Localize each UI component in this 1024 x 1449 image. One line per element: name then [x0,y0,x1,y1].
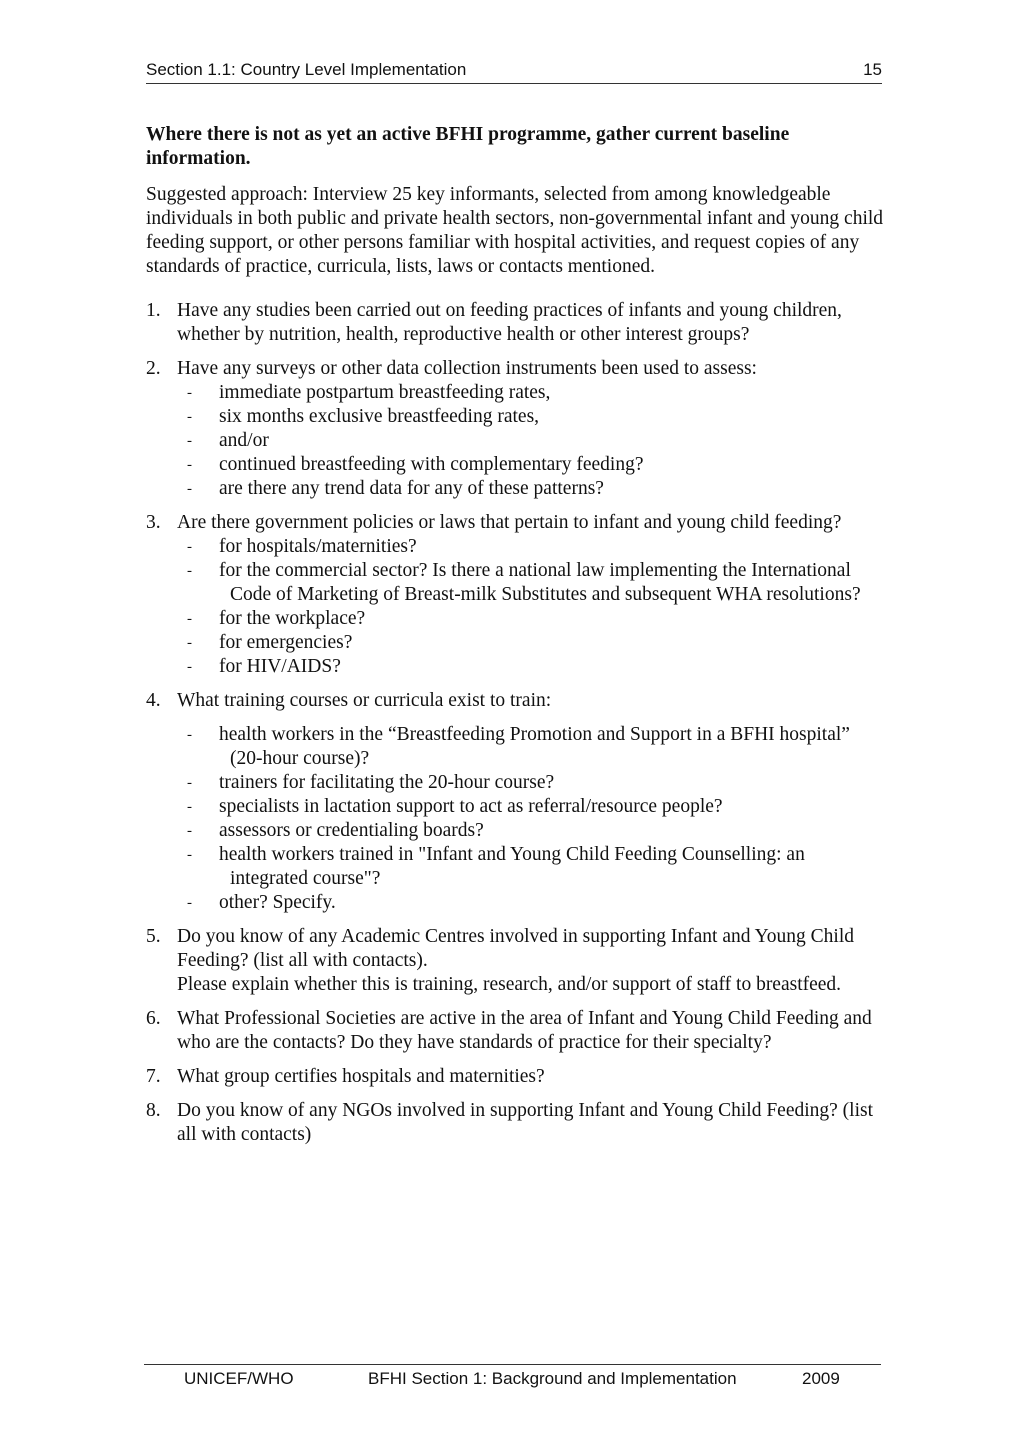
sub-item [177,453,886,477]
question-number: 5. [146,926,161,947]
sub-item-text: continued breastfeeding with complementary feeding? [219,454,644,475]
sub-item-text: specialists in lactation support to act as referral/resource people? [219,796,723,817]
dash-bullet: - [187,775,192,791]
sub-item-text: health workers in the “Breastfeeding Promotion and Support in a BFHI hospital” [219,724,850,745]
dash-bullet: - [187,847,192,863]
question-number: 2. [146,358,161,379]
question-text: What training courses or curricula exist to train: [177,690,552,711]
sub-item-continuation: integrated course"? [230,868,381,889]
intro-paragraph: Suggested approach: Interview 25 key informants, selected from among knowledgeable individuals in both public and private health sectors, non-governmental infant and young child feeding support, or other persons familiar with hospital activities, and request copies of any standards of practice, curricula, lists, laws or contacts mentioned. [146,184,884,277]
question-text: Are there government policies or laws that pertain to infant and young child feeding? [177,512,842,533]
sub-item [177,631,886,655]
question-number: 6. [146,1008,161,1029]
dash-bullet: - [187,635,192,651]
question-text: Have any studies been carried out on feeding practices of infants and young children, whether by nutrition, health, reproductive health or other interest groups? [177,300,842,345]
question-item [146,1065,886,1089]
sub-item [177,405,886,429]
sub-item-text: immediate postpartum breastfeeding rates, [219,382,551,403]
dash-bullet: - [187,659,192,675]
sub-item-continuation: Code of Marketing of Breast-milk Substitutes and subsequent WHA resolutions? [230,584,861,605]
sub-item [177,535,886,559]
running-header [146,60,882,84]
sub-item [177,843,886,891]
dash-bullet: - [187,895,192,911]
section-heading: Where there is not as yet an active BFHI programme, gather current baseline information. [146,124,790,169]
sub-item [177,381,886,405]
question-text: Do you know of any Academic Centres involved in supporting Infant and Young Child Feeding? (list all with contacts). [177,926,855,971]
sub-item [177,655,886,679]
question-number: 7. [146,1066,161,1087]
question-text: What Professional Societies are active in the area of Infant and Young Child Feeding and who are the contacts? Do they have standards of practice for their specialty? [177,1008,872,1053]
sub-list [177,723,886,915]
sub-item-text: for emergencies? [219,632,353,653]
question-text: What group certifies hospitals and maternities? [177,1066,545,1087]
sub-item [177,429,886,453]
sub-item [177,795,886,819]
sub-item [177,723,886,771]
sub-item-continuation: (20-hour course)? [230,748,370,769]
sub-item [177,771,886,795]
sub-item-text: six months exclusive breastfeeding rates, [219,406,540,427]
question-item [146,925,886,997]
sub-list [177,535,886,679]
footer-year: 2009 [802,1369,840,1388]
question-number: 3. [146,512,161,533]
question-number: 1. [146,300,161,321]
question-note: Please explain whether this is training, research, and/or support of staff to breastfeed. [177,974,842,995]
question-number: 8. [146,1100,161,1121]
footer-organization: UNICEF/WHO [184,1369,294,1388]
question-item [146,511,886,679]
dash-bullet: - [187,563,192,579]
dash-bullet: - [187,481,192,497]
dash-bullet: - [187,727,192,743]
dash-bullet: - [187,457,192,473]
sub-item-text: for the workplace? [219,608,366,629]
sub-item [177,819,886,843]
question-text: Do you know of any NGOs involved in supporting Infant and Young Child Feeding? (list all with contacts) [177,1100,874,1145]
sub-item-text: are there any trend data for any of these patterns? [219,478,604,499]
page-number: 15 [863,60,882,79]
question-item [146,1099,886,1147]
page-content [146,123,886,1157]
sub-item-text: for the commercial sector? Is there a national law implementing the International [219,560,851,581]
sub-item [177,559,886,607]
dash-bullet: - [187,385,192,401]
dash-bullet: - [187,539,192,555]
question-number: 4. [146,690,161,711]
question-item [146,689,886,915]
dash-bullet: - [187,433,192,449]
question-text: Have any surveys or other data collection instruments been used to assess: [177,358,757,379]
sub-item-text: and/or [219,430,269,451]
sub-item-text: assessors or credentialing boards? [219,820,484,841]
sub-item-text: for hospitals/maternities? [219,536,417,557]
dash-bullet: - [187,611,192,627]
sub-item [177,607,886,631]
sub-item-text: other? Specify. [219,892,336,913]
sub-item-text: trainers for facilitating the 20-hour course? [219,772,555,793]
dash-bullet: - [187,799,192,815]
question-list [146,299,886,1147]
sub-item [177,891,886,915]
running-footer [144,1364,881,1388]
dash-bullet: - [187,409,192,425]
question-item [146,1007,886,1055]
question-item [146,299,886,347]
footer-document-title: BFHI Section 1: Background and Implementation [368,1369,737,1388]
section-title: Section 1.1: Country Level Implementation [146,60,467,79]
question-item [146,357,886,501]
dash-bullet: - [187,823,192,839]
sub-list [177,381,886,501]
sub-item-text: health workers trained in "Infant and Young Child Feeding Counselling: an [219,844,805,865]
sub-item-text: for HIV/AIDS? [219,656,341,677]
sub-item [177,477,886,501]
